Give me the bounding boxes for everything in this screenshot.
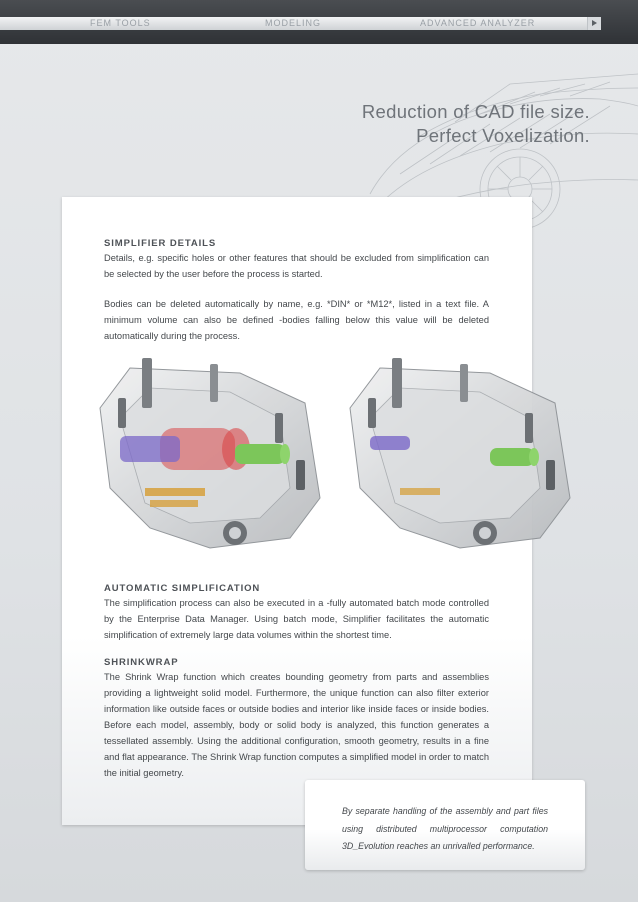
headline-line-2: Perfect Voxelization. bbox=[416, 125, 590, 146]
section-title-shrinkwrap: SHRINKWRAP bbox=[104, 657, 179, 668]
shrinkwrap-paragraph: The Shrink Wrap function which creates bounding geometry from parts and assemblies providing a lightweight solid model. Furthermore, the unique function can also filter exterior information like outside faces or outside bodies and interior like inside faces or inside bodies. Before each model, assembly, body or solid body is analyzed, this function generates a tessellated assembly. Using the additional configuration, smooth geometry, results in a fine and flat appearance. The Shrink Wrap function computes a simplified model in order to match the initial geometry. bbox=[104, 672, 489, 778]
next-arrow-icon[interactable] bbox=[587, 17, 601, 30]
callout-text: By separate handling of the assembly and part files using distributed multiprocessor computation 3D_Evolution reaches an unrivalled performance. bbox=[342, 806, 548, 851]
simplifier-paragraph-1: Details, e.g. specific holes or other features that should be excluded from simplification can be selected by the user before the process is started. bbox=[104, 253, 489, 279]
nav-item-fem-tools[interactable]: FEM TOOLS bbox=[90, 18, 151, 28]
section-title-automatic-simplification: AUTOMATIC SIMPLIFICATION bbox=[104, 583, 261, 594]
simplifier-paragraph-2: Bodies can be deleted automatically by name, e.g. *DIN* or *M12*, listed in a text file. A minimum volume can also be defined -bodies falling below this value will be deleted automatically during the process. bbox=[104, 299, 489, 341]
top-navigation-bar bbox=[0, 0, 638, 44]
gearbox-original-image bbox=[100, 358, 320, 548]
section-title-simplifier-details: SIMPLIFIER DETAILS bbox=[104, 238, 217, 249]
page-headline bbox=[362, 100, 590, 148]
headline-line-1: Reduction of CAD file size. bbox=[361, 101, 590, 122]
automatic-simplification-paragraph: The simplification process can also be executed in a -fully automated batch mode controlled by the Enterprise Data Manager. Using batch mode, Simplifier facilitates the automatic simplification of extremely large data volumes within the shortest time. bbox=[104, 598, 489, 640]
nav-item-advanced-analyzer[interactable]: ADVANCED ANALYZER bbox=[420, 18, 536, 28]
nav-item-modeling[interactable]: MODELING bbox=[265, 18, 322, 28]
gearbox-simplified-image bbox=[350, 358, 570, 548]
gearbox-comparison-images bbox=[90, 348, 590, 568]
